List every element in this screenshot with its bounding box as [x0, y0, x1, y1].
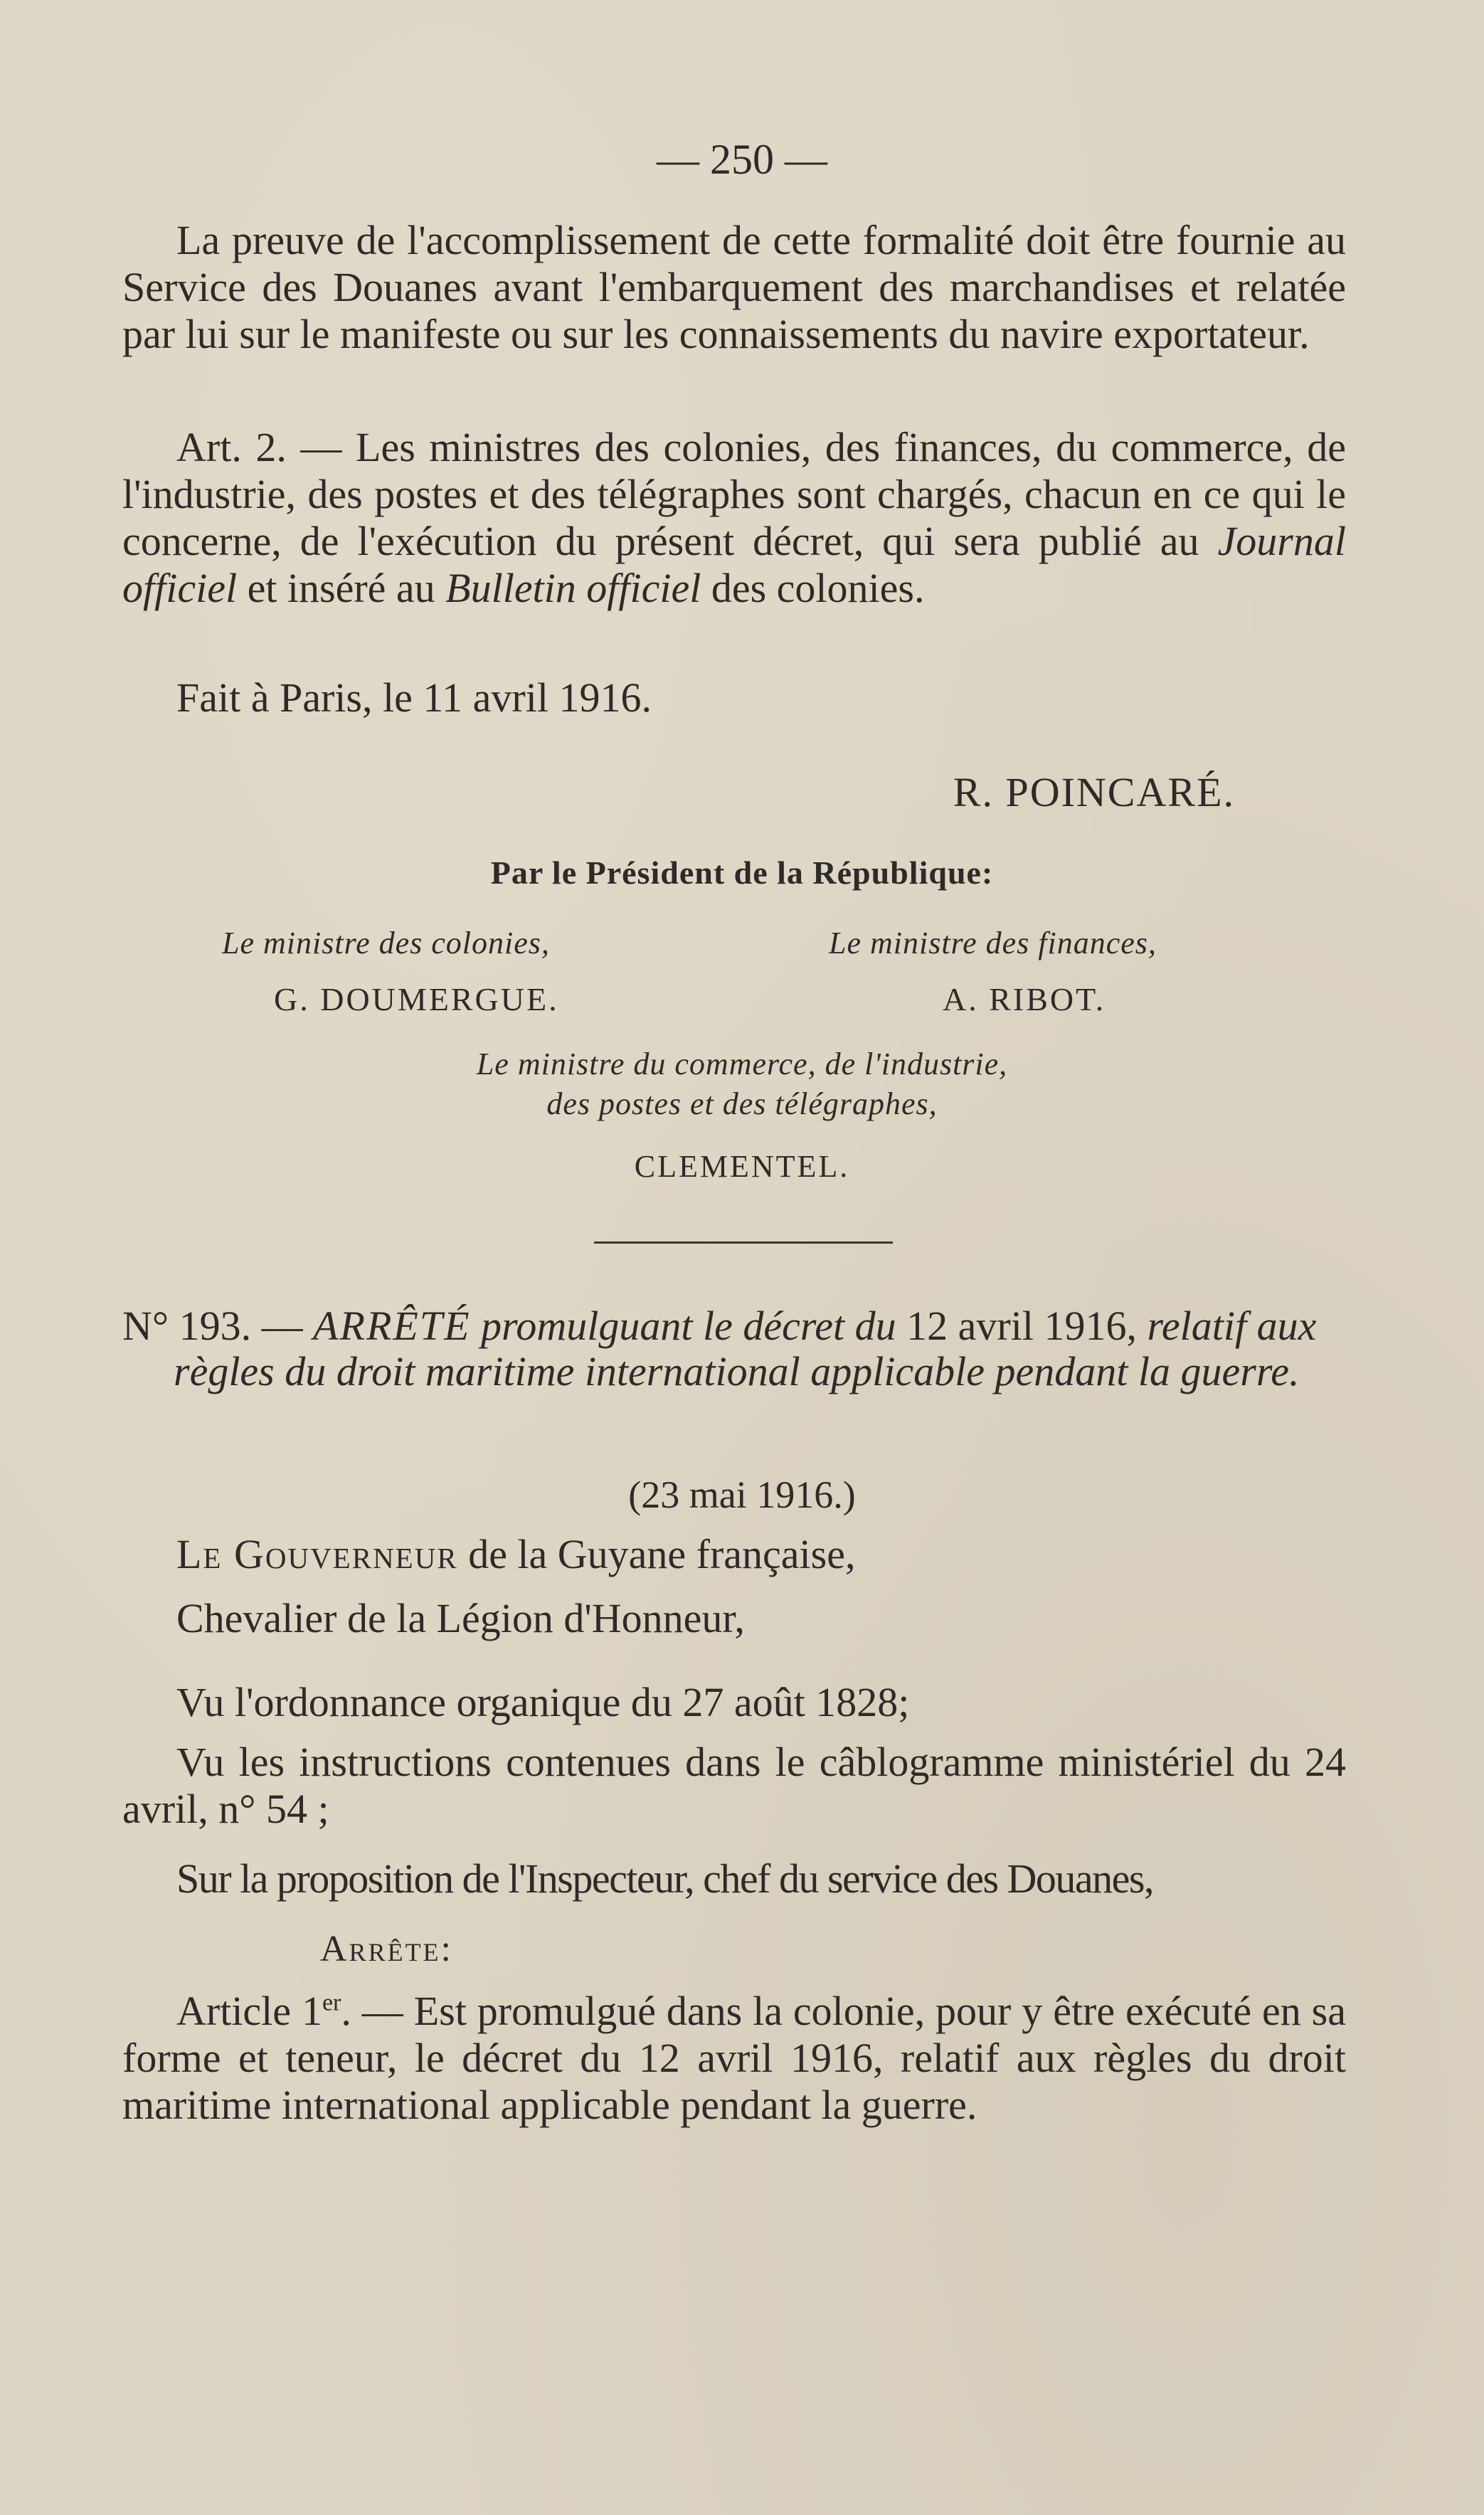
- signature-poincare: R. POINCARÉ.: [953, 769, 1235, 815]
- gouverneur-prefix: Le Gouverneur: [176, 1531, 458, 1577]
- article-1-body: . — Est promulgué dans la colonie, pour y être exécuté en sa forme et teneur, le décret du 12 avril 1916, relatif aux règles du droit maritime international applicable pendant la guerre.: [122, 1988, 1346, 2128]
- article-2-text: [122, 424, 1346, 612]
- sur-la-proposition-text: Sur la proposition de l'Inspecteur, chef du service des Douanes,: [176, 1855, 1153, 1902]
- bulletin-officiel: Bulletin officiel: [445, 565, 701, 611]
- fait-a-paris-text: Fait à Paris, le 11 avril 1916.: [176, 674, 652, 721]
- minister-colonies-name: G. DOUMERGUE.: [274, 981, 559, 1017]
- minister-commerce-title-2: des postes et des télégraphes,: [546, 1086, 938, 1121]
- arrete-word: Arrête:: [320, 1929, 453, 1969]
- arrete-title-end: relatif aux règles du droit maritime international applicable pendant la guerre.: [174, 1303, 1317, 1394]
- sur-la-proposition: [122, 1855, 1346, 1902]
- chevalier-text: Chevalier de la Légion d'Honneur,: [176, 1595, 745, 1641]
- article-2-lead: Art. 2. — Les ministres des colonies, des finances, du commerce, de l'industrie, des postes et des télégraphes sont chargés, chacun en ce qui le concerne, de l'exécution du présent décret, qui sera publié au: [122, 424, 1346, 564]
- arrete-heading-text: [122, 1303, 1346, 1394]
- minister-finances-name: A. RIBOT.: [943, 981, 1106, 1017]
- article-2: [122, 424, 1346, 612]
- arrete-number: N° 193. —: [122, 1303, 314, 1349]
- fait-a-paris: [122, 674, 1346, 721]
- article-1: [122, 1988, 1346, 2129]
- gouverneur-rest: de la Guyane française,: [457, 1531, 856, 1577]
- par-le-president: Par le Président de la République:: [490, 854, 994, 891]
- minister-colonies-title: Le ministre des colonies,: [222, 926, 550, 960]
- arrete-kind: ARRÊTÉ: [313, 1303, 471, 1349]
- vu-instructions: [122, 1739, 1346, 1833]
- article-2-tail: des colonies.: [701, 565, 925, 611]
- vu-instructions-text: Vu les instructions contenues dans le câblogramme ministériel du 24 avril, n° 54 ;: [122, 1739, 1346, 1832]
- minister-finances-title: Le ministre des finances,: [829, 926, 1157, 960]
- page-number: — 250 —: [657, 136, 827, 183]
- journal-officiel: Journal officiel: [122, 518, 1346, 611]
- gouverneur-text: [122, 1531, 1346, 1578]
- arrete-date: (23 mai 1916.): [628, 1473, 856, 1516]
- minister-commerce-name: CLEMENTEL.: [634, 1149, 850, 1184]
- arrete-title-rest: promulguant le décret du: [470, 1303, 907, 1349]
- vu-ordonnance: [122, 1679, 1346, 1726]
- article-1-label: Article 1: [176, 1988, 322, 2034]
- paragraph-preuve: [122, 217, 1346, 358]
- gouverneur-line: [122, 1531, 1346, 1578]
- paragraph-preuve-text: La preuve de l'accomplissement de cette formalité doit être fournie au Service des Douanes avant l'embarquement des marchandises et relatée par lui sur le manifeste ou sur les connaissements du navire exportateur.: [122, 217, 1346, 357]
- minister-commerce-title-1: Le ministre du commerce, de l'industrie,: [476, 1047, 1008, 1081]
- article-1-text: [122, 1988, 1346, 2129]
- chevalier-line: [122, 1595, 1346, 1642]
- article-1-sup: er: [322, 1989, 341, 2016]
- arrete-heading: [122, 1303, 1346, 1394]
- arrete-decree-date: 12 avril 1916,: [906, 1303, 1137, 1349]
- vu-ordonnance-text: Vu l'ordonnance organique du 27 août 1828;: [176, 1679, 910, 1725]
- article-2-mid: et inséré au: [237, 565, 446, 611]
- section-divider: [594, 1241, 893, 1244]
